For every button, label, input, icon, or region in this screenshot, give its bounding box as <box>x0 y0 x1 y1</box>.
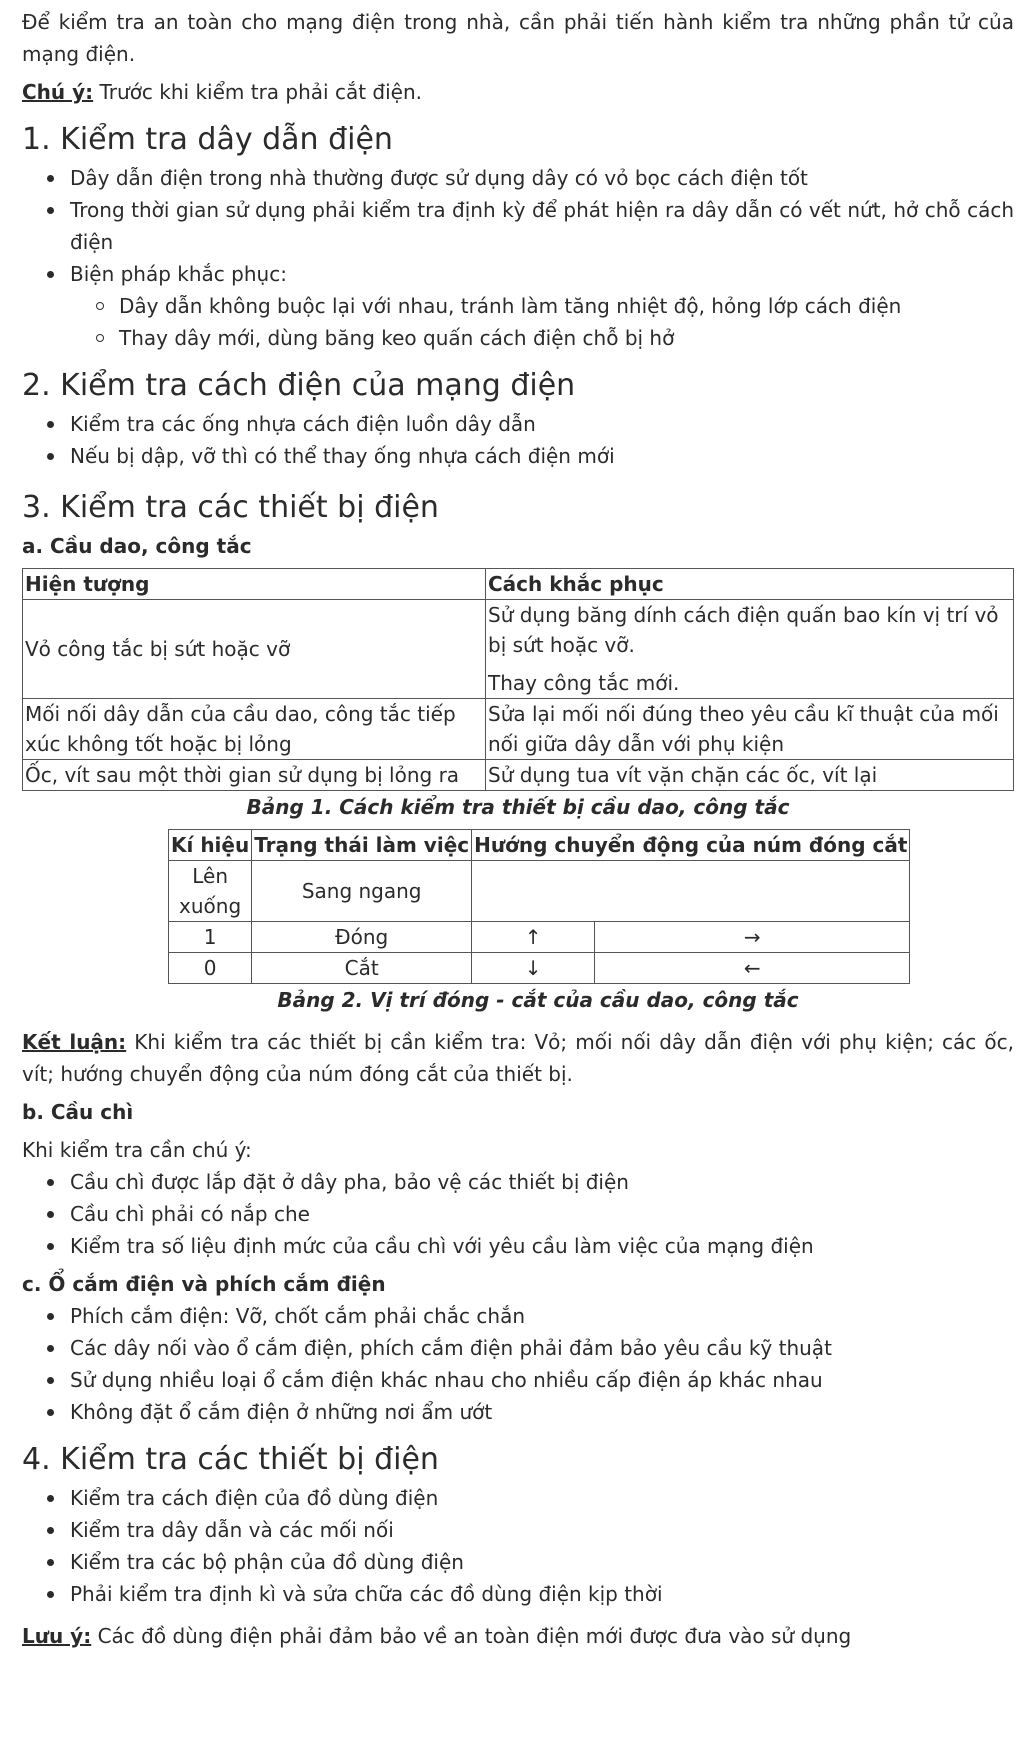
table-cell-text: Sử dụng băng dính cách điện quấn bao kín vị trí vỏ bị sứt hoặc vỡ. <box>488 603 999 657</box>
conclusion-text: Khi kiểm tra các thiết bị cần kiểm tra: Vỏ; mối nối dây dẫn điện với phụ kiện; các ốc, vít; hướng chuyển động của núm đóng cắt của thiết bị. <box>22 1030 1014 1086</box>
fuse-intro: Khi kiểm tra cần chú ý: <box>22 1138 252 1162</box>
list-item: Kiểm tra các bộ phận của đồ dùng điện <box>70 1546 1014 1578</box>
table-cell: Vỏ công tắc bị sứt hoặc vỡ <box>23 600 486 699</box>
section-3-title: 3. Kiểm tra các thiết bị điện <box>22 490 439 525</box>
table-1-caption: Bảng 1. Cách kiểm tra thiết bị cầu dao, công tắc <box>246 795 790 819</box>
note-paragraph <box>22 76 1014 108</box>
section-2-title: 2. Kiểm tra cách điện của mạng điện <box>22 368 576 403</box>
subsection-b-title: b. Cầu chì <box>22 1100 134 1124</box>
table-header-row <box>169 830 910 861</box>
subsection-a-title: a. Cầu dao, công tắc <box>22 534 252 558</box>
list-item: Cầu chì phải có nắp che <box>70 1198 1014 1230</box>
list-item: Cầu chì được lắp đặt ở dây pha, bảo vệ các thiết bị điện <box>70 1166 1014 1198</box>
switch-position-table <box>168 829 910 984</box>
table-cell: Cắt <box>252 953 472 984</box>
table-row <box>169 922 910 953</box>
arrow-right-icon: → <box>595 922 910 953</box>
table-cell-text: Thay công tắc mới. <box>488 671 680 695</box>
table-row <box>23 600 1014 699</box>
list-item: Nếu bị dập, vỡ thì có thể thay ống nhựa cách điện mới <box>70 440 1014 472</box>
table-cell: Mối nối dây dẫn của cầu dao, công tắc tiếp xúc không tốt hoặc bị lỏng <box>23 699 486 760</box>
table-cell <box>472 861 910 922</box>
table-cell: 0 <box>169 953 252 984</box>
sublist-item: Thay dây mới, dùng băng keo quấn cách điện chỗ bị hở <box>119 322 1014 354</box>
table-row <box>169 953 910 984</box>
table-cell: Sử dụng tua vít vặn chặn các ốc, vít lại <box>486 760 1014 791</box>
switch-check-table <box>22 568 1014 791</box>
list-item: Dây dẫn điện trong nhà thường được sử dụng dây có vỏ bọc cách điện tốt <box>70 162 1014 194</box>
sublist-item: Dây dẫn không buộc lại với nhau, tránh làm tăng nhiệt độ, hỏng lớp cách điện <box>119 290 1014 322</box>
table-cell: Đóng <box>252 922 472 953</box>
table-cell: Sửa lại mối nối đúng theo yêu cầu kĩ thuật của mối nối giữa dây dẫn với phụ kiện <box>486 699 1014 760</box>
list-item: Các dây nối vào ổ cắm điện, phích cắm điện phải đảm bảo yêu cầu kỹ thuật <box>70 1332 1014 1364</box>
section-4-title: 4. Kiểm tra các thiết bị điện <box>22 1442 439 1477</box>
section-1-list <box>22 162 1014 354</box>
table-header-cell: Kí hiệu <box>169 830 252 861</box>
socket-list <box>22 1300 1014 1428</box>
conclusion-label: Kết luận: <box>22 1030 127 1054</box>
arrow-left-icon: ← <box>595 953 910 984</box>
list-item-text: Biện pháp khắc phục: <box>70 262 287 286</box>
final-note-text: Các đồ dùng điện phải đảm bảo về an toàn điện mới được đưa vào sử dụng <box>91 1624 852 1648</box>
table-cell: 1 <box>169 922 252 953</box>
list-item: Kiểm tra dây dẫn và các mối nối <box>70 1514 1014 1546</box>
list-item: Sử dụng nhiều loại ổ cắm điện khác nhau cho nhiều cấp điện áp khác nhau <box>70 1364 1014 1396</box>
intro-paragraph: Để kiểm tra an toàn cho mạng điện trong nhà, cần phải tiến hành kiểm tra những phần tử của mạng điện. <box>22 10 1014 66</box>
table-row <box>23 760 1014 791</box>
note-label: Chú ý: <box>22 80 94 104</box>
conclusion-paragraph <box>22 1026 1014 1090</box>
table-2-caption: Bảng 2. Vị trí đóng - cắt của cầu dao, công tắc <box>277 988 799 1012</box>
table-header-cell: Trạng thái làm việc <box>252 830 472 861</box>
table-cell: Ốc, vít sau một thời gian sử dụng bị lỏng ra <box>23 760 486 791</box>
arrow-down-icon: ↓ <box>472 953 595 984</box>
list-item <box>70 258 1014 354</box>
table-cell: Sang ngang <box>252 861 472 922</box>
list-item: Phích cắm điện: Vỡ, chốt cắm phải chắc chắn <box>70 1300 1014 1332</box>
table-cell <box>486 600 1014 699</box>
table-row <box>23 699 1014 760</box>
table-header-row <box>23 569 1014 600</box>
list-item: Kiểm tra các ống nhựa cách điện luồn dây dẫn <box>70 408 1014 440</box>
table-header-cell: Hiện tượng <box>23 569 486 600</box>
section-2-list <box>22 408 1014 472</box>
list-item: Kiểm tra cách điện của đồ dùng điện <box>70 1482 1014 1514</box>
list-item: Không đặt ổ cắm điện ở những nơi ẩm ướt <box>70 1396 1014 1428</box>
section-1-sublist <box>70 290 1014 354</box>
arrow-up-icon: ↑ <box>472 922 595 953</box>
list-item: Trong thời gian sử dụng phải kiểm tra định kỳ để phát hiện ra dây dẫn có vết nứt, hở chỗ cách điện <box>70 194 1014 258</box>
final-note-paragraph <box>22 1620 1014 1652</box>
table-header-cell: Hướng chuyển động của núm đóng cắt <box>472 830 910 861</box>
fuse-list <box>22 1166 1014 1262</box>
subsection-c-title: c. Ổ cắm điện và phích cắm điện <box>22 1272 386 1296</box>
table-header-cell: Cách khắc phục <box>486 569 1014 600</box>
section-4-list <box>22 1482 1014 1610</box>
table-cell: Lên xuống <box>169 861 252 922</box>
table-row <box>169 861 910 922</box>
list-item: Kiểm tra số liệu định mức của cầu chì với yêu cầu làm việc của mạng điện <box>70 1230 1014 1262</box>
final-note-label: Lưu ý: <box>22 1624 92 1648</box>
list-item: Phải kiểm tra định kì và sửa chữa các đồ dùng điện kịp thời <box>70 1578 1014 1610</box>
section-1-title: 1. Kiểm tra dây dẫn điện <box>22 122 393 157</box>
note-text: Trước khi kiểm tra phải cắt điện. <box>93 80 422 104</box>
